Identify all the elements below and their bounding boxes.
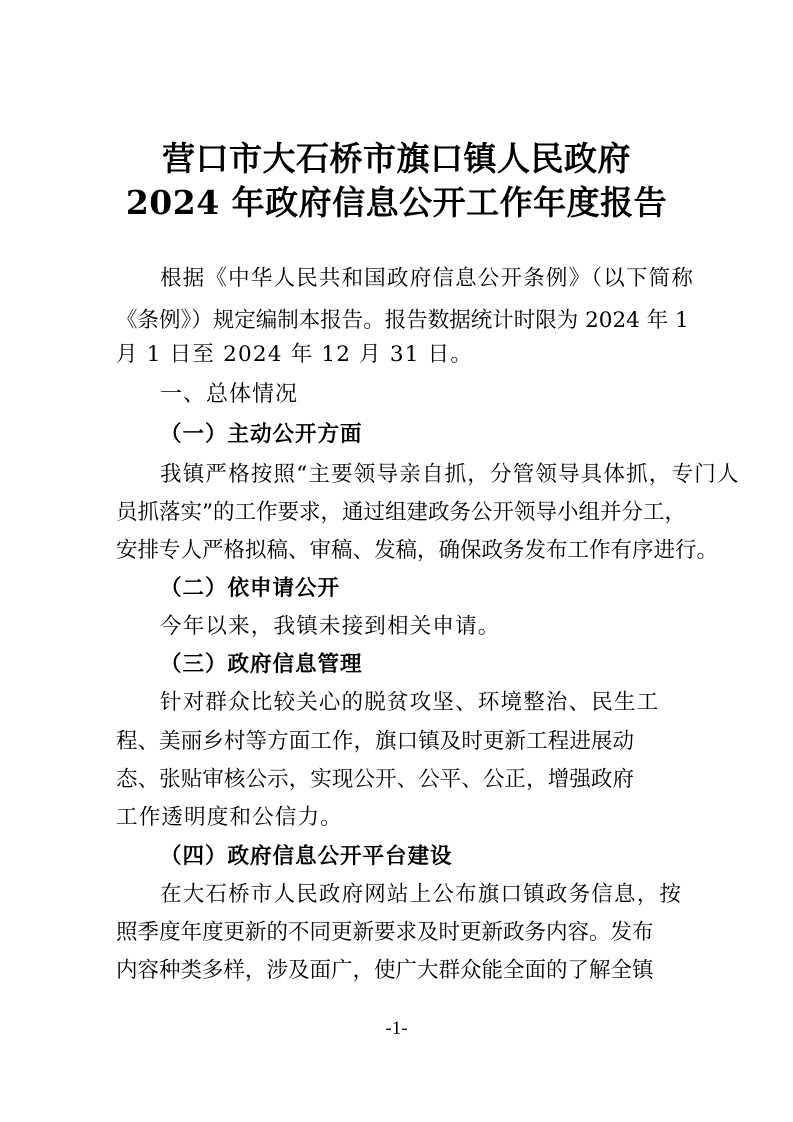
subsection-heading-application: （二）依申请公开	[160, 576, 341, 601]
intro-line-2: 《条例》）规定编制本报告。报告数据统计时限为 2024 年 1	[116, 308, 689, 333]
proactive-line-2: 员抓落实”的工作要求，通过组建政务公开领导小组并分工，	[116, 500, 686, 525]
info-management-line-4: 工作透明度和公信力。	[116, 805, 344, 830]
platform-line-3: 内容种类多样，涉及面广，使广大群众能全面的了解全镇	[116, 958, 654, 983]
platform-line-1: 在大石桥市人民政府网站上公布旗口镇政务信息，按	[160, 882, 683, 907]
platform-line-2: 照季度年度更新的不同更新要求及时更新政务内容。发布	[116, 920, 654, 945]
info-management-line-2: 程、美丽乡村等方面工作，旗口镇及时更新工程进展动	[116, 729, 634, 754]
subsection-heading-platform: （四）政府信息公开平台建设	[160, 844, 453, 869]
info-management-line-1: 针对群众比较关心的脱贫攻坚、环境整治、民生工	[160, 690, 660, 715]
report-title-line-2: 2024 年政府信息公开工作年度报告	[125, 183, 668, 222]
proactive-line-1: 我镇严格按照“主要领导亲自抓，分管领导具体抓，专门人	[160, 462, 740, 487]
page-number: -1-	[385, 1018, 408, 1039]
application-line-1: 今年以来，我镇未接到相关申请。	[160, 614, 501, 639]
section-heading-overview: 一、总体情况	[160, 382, 299, 407]
proactive-line-3: 安排专人严格拟稿、审稿、发稿，确保政务发布工作有序进行。	[116, 538, 719, 563]
report-title-line-1: 营口市大石桥市旗口镇人民政府	[162, 139, 631, 178]
info-management-line-3: 态、张贴审核公示，实现公开、公平、公正，增强政府	[116, 767, 634, 792]
subsection-heading-proactive: （一）主动公开方面	[160, 422, 363, 447]
intro-line-1: 根据《中华人民共和国政府信息公开条例》（以下简称	[160, 266, 695, 291]
intro-line-3: 月 1 日至 2024 年 12 月 31 日。	[116, 342, 474, 367]
subsection-heading-info-management: （三）政府信息管理	[160, 652, 363, 677]
